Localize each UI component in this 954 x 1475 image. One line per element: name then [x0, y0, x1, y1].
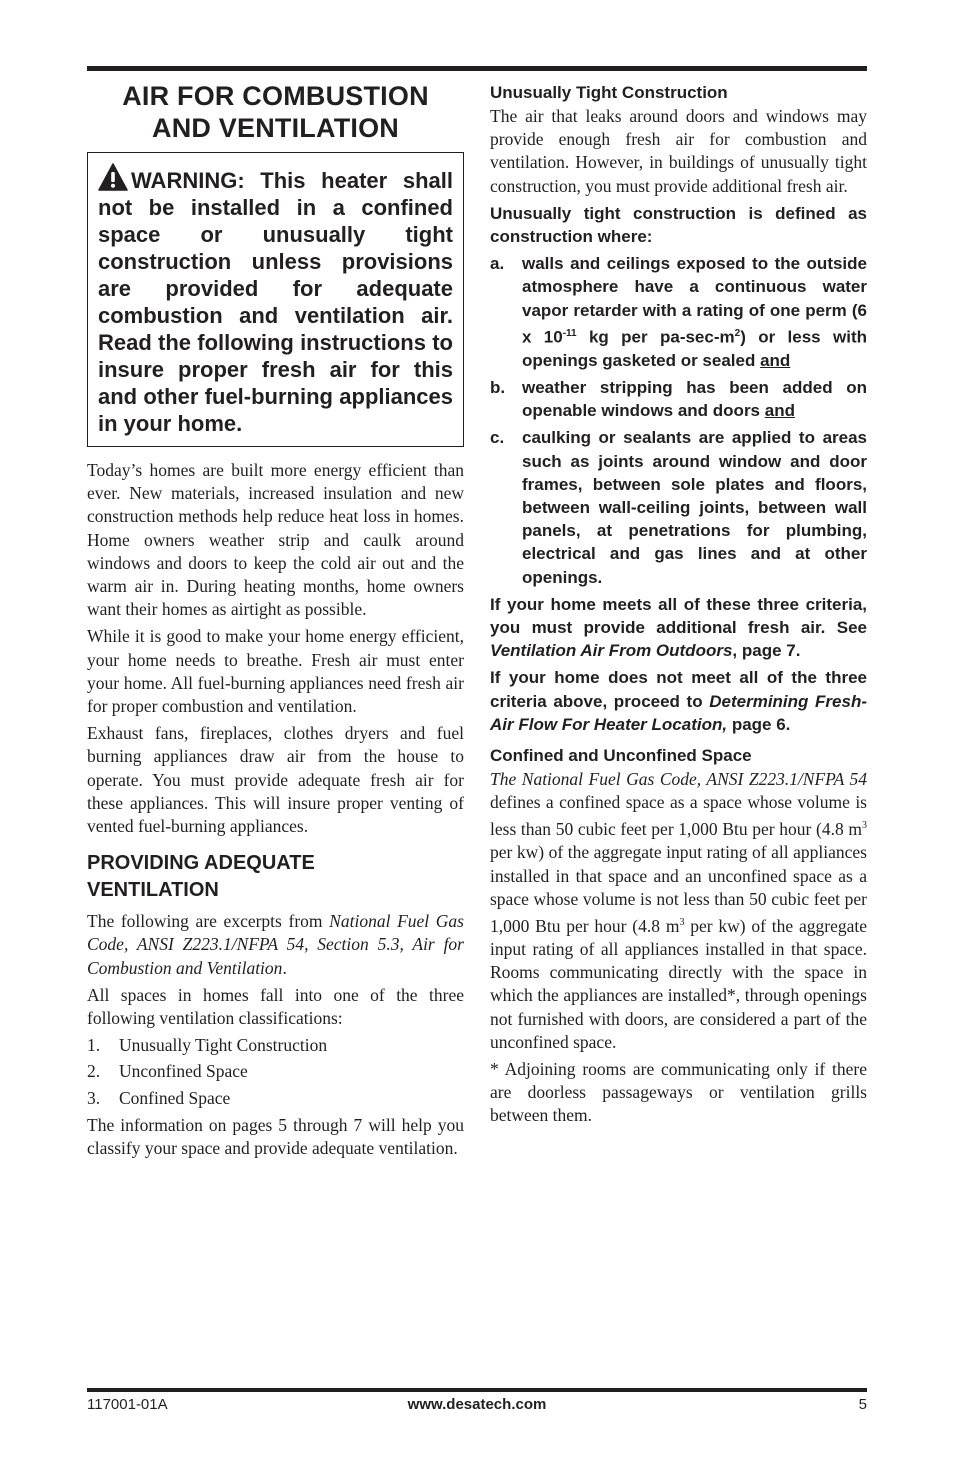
criteria-text: caulking or sealants are applied to areas such as joints around window and door frames, between sole plates and floors, between wall-ceiling joints, between wall panels, at penetrations for plumbing, electrical and gas lines and at other openings. — [522, 428, 867, 587]
exponent: 3 — [679, 916, 685, 928]
warning-triangle-icon — [98, 163, 128, 191]
meets-criteria-text: If your home meets all of these three criteria, you must provide additional fresh air. See — [490, 594, 867, 637]
confined-text-3: per kw) of the aggregate input rating of all appliances installed in that space. Rooms communicating directly with the space in which the appliances are installed*, through openings not furnished with doors, are considered a part of the unconfined space. — [490, 915, 867, 1052]
right-column — [490, 83, 867, 1132]
criteria-text — [522, 252, 867, 372]
exponent: 3 — [862, 820, 867, 832]
meets-criteria-paragraph — [490, 593, 867, 663]
classification-paragraph: All spaces in homes fall into one of the three following ventilation classifications: — [87, 984, 464, 1029]
title-line-1: AIR FOR COMBUSTION — [122, 81, 429, 111]
reference-fresh-air-flow: Determining Fresh-Air Flow For Heater Location, — [490, 691, 867, 734]
section-heading-providing-ventilation — [87, 850, 464, 904]
classification-list — [87, 1034, 464, 1110]
code-reference: The National Fuel Gas Code, ANSI Z223.1/NFPA 54 — [490, 768, 867, 789]
criteria-b-text: weather stripping has been added on openable windows and doors — [522, 377, 867, 421]
excerpt-paragraph — [87, 910, 464, 980]
page-number: 5 — [858, 1396, 867, 1413]
title-line-2: AND VENTILATION — [152, 113, 399, 143]
criteria-item-c — [490, 426, 867, 588]
not-meet-criteria-text: If your home does not meet all of the three criteria above, proceed to — [490, 668, 867, 711]
criteria-item-b — [490, 376, 867, 422]
footer-rule — [87, 1388, 867, 1392]
intro-paragraph-2: While it is good to make your home energy efficient, your home needs to breathe. Fresh air must enter your home. All fuel-burning appliances need fresh air for proper combustion and ventilation. — [87, 626, 464, 717]
criteria-a-and: and — [760, 350, 791, 370]
confined-space-paragraph — [490, 768, 867, 1054]
page-title — [87, 80, 464, 144]
criteria-list — [490, 252, 867, 589]
excerpt-period: . — [282, 957, 287, 978]
criteria-letter: a. — [490, 254, 505, 274]
subheading-confined-space: Confined and Unconfined Space — [490, 745, 752, 765]
criteria-letter: c. — [490, 428, 505, 448]
not-meet-criteria-paragraph — [490, 666, 867, 736]
list-text: Unconfined Space — [119, 1061, 248, 1082]
warning-box — [87, 152, 464, 447]
document-number: 117001-01A — [87, 1396, 168, 1413]
list-text: Unusually Tight Construction — [119, 1035, 328, 1056]
list-item — [87, 1087, 464, 1110]
list-number: 2. — [87, 1061, 101, 1082]
reference-ventilation-air: Ventilation Air From Outdoors — [490, 641, 733, 661]
criteria-a-text-2: kg per pa-sec-m — [576, 327, 735, 347]
criteria-letter: b. — [490, 377, 506, 397]
intro-paragraph-1: Today’s homes are built more energy efficient than ever. New materials, increased insulation and new construction methods help reduce heat loss in homes. Home owners weather strip and caulk around windows and doors to keep the cold air out and the warm air in. During heating months, home owners want their homes as airtight as possible. — [87, 460, 464, 620]
list-number: 3. — [87, 1087, 101, 1108]
meets-criteria-page: , page 7. — [732, 641, 801, 661]
exponent: -11 — [562, 327, 577, 339]
list-item — [87, 1060, 464, 1083]
intro-paragraph-3: Exhaust fans, fireplaces, clothes dryers and fuel burning appliances draw air from the house to operate. You must provide adequate fresh air for these appliances. This will insure proper venting of vented fuel-burning appliances. — [87, 723, 464, 837]
criteria-text — [522, 376, 867, 422]
list-number: 1. — [87, 1035, 101, 1056]
criteria-b-and: and — [764, 401, 795, 421]
criteria-a-text-1: walls and ceilings exposed to the outside atmosphere have a continuous water vapor retarder with a rating of one perm (6 x 10 — [522, 254, 867, 347]
list-item — [87, 1034, 464, 1057]
excerpt-text: The following are excerpts from — [87, 911, 330, 932]
info-paragraph: The information on pages 5 through 7 will help you classify your space and provide adequate ventilation. — [87, 1114, 464, 1159]
exponent: 2 — [734, 327, 741, 339]
not-meet-criteria-page: page 6. — [727, 714, 791, 734]
footnote-paragraph: * Adjoining rooms are communicating only if there are doorless passageways or ventilation grills between them. — [490, 1059, 867, 1126]
excerpt-source: National Fuel Gas Code, ANSI Z223.1/NFPA 54, Section 5.3, Air for Combustion and Ventilation — [87, 911, 464, 978]
confined-text-1: defines a confined space as a space whose volume is less than 50 cubic feet per 1,000 Btu per hour (4.8 m — [490, 792, 867, 840]
section-heading-line-1: PROVIDING ADEQUATE — [87, 852, 315, 875]
confined-text-2: per kw) of the aggregate input rating of all appliances installed in that space and an unconfined space as a space whose volume is not less than 50 cubic feet per 1,000 Btu per hour (4.8 m — [490, 842, 867, 936]
tight-construction-definition: Unusually tight construction is defined as construction where: — [490, 203, 867, 247]
list-text: Confined Space — [119, 1087, 231, 1108]
website-link[interactable]: www.desatech.com — [407, 1396, 547, 1413]
top-rule — [87, 66, 867, 71]
left-column — [87, 80, 464, 1164]
section-heading-line-2: VENTILATION — [87, 879, 219, 902]
subheading-tight-construction: Unusually Tight Construction — [490, 83, 728, 102]
warning-text: WARNING: This heater shall not be installed in a confined space or unusually tight construction unless provisions are provided for adequate combustion and ventilation air. Read the following instructions to insure proper fresh air for this and other fuel-burning appliances in your home. — [98, 168, 453, 436]
tight-construction-paragraph: The air that leaks around doors and windows may provide enough fresh air for combustion and ventilation. However, in buildings of unusually tight construction, you must provide additional fresh air. — [490, 106, 867, 196]
criteria-item-a — [490, 252, 867, 372]
criteria-a-text-3: ) or less with openings gasketed or sealed — [522, 327, 867, 370]
